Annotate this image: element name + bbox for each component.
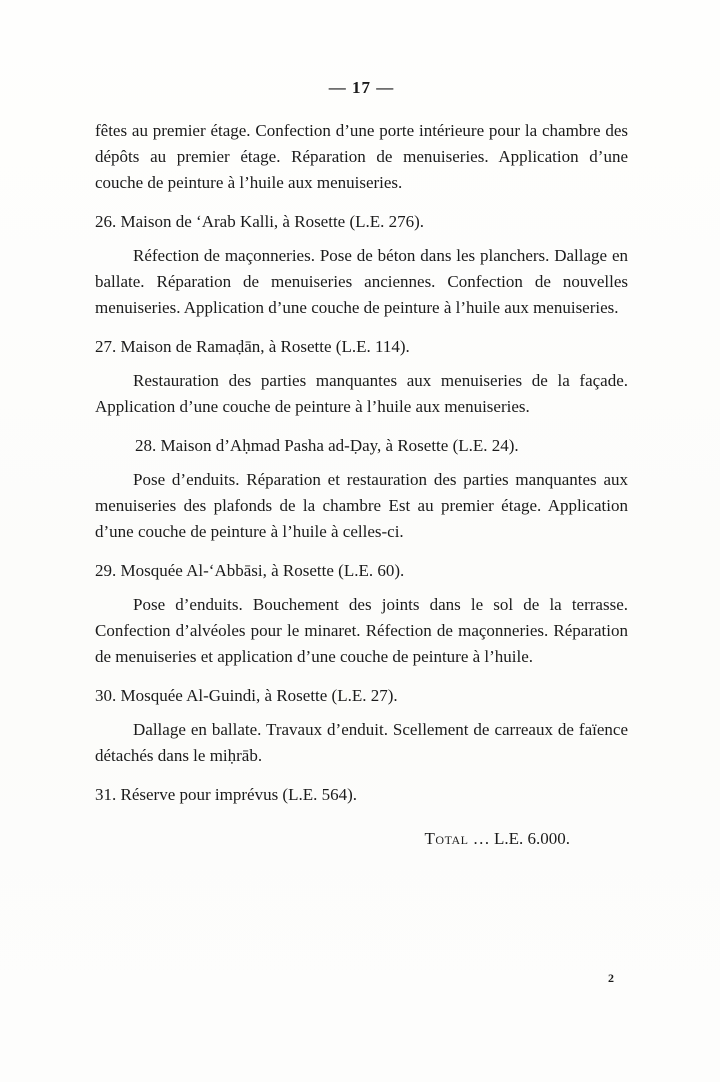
entry-heading-29: 29. Mosquée Al-ʻAbbāsi, à Rosette (L.E. 60). [95, 561, 405, 580]
page-number: — 17 — [328, 78, 395, 97]
continuation-paragraph: fêtes au premier étage. Confection d’une porte intérieure pour la chambre des dépôts au premier étage. Réparation de menuiseries. Application d’une couche de peinture à l’huile aux menuiseries. [95, 121, 628, 192]
entry-body-27: Restauration des parties manquantes aux menuiseries de la façade. Application d’une couche de peinture à l’huile aux menuiseries. [95, 371, 628, 416]
entry-heading-30: 30. Mosquée Al-Guindi, à Rosette (L.E. 27). [95, 686, 398, 705]
entry-body-26: Réfection de maçonneries. Pose de béton dans les planchers. Dallage en ballate. Réparation de menuiseries anciennes. Confection de nouvelles menuiseries. Application d’une couche de peinture à l’huile aux menuiseries. [95, 246, 628, 317]
total-line [95, 826, 628, 852]
total-amount: … L.E. 6.000. [472, 829, 570, 848]
total-label: Total [424, 829, 469, 848]
entry-body-30: Dallage en ballate. Travaux d’enduit. Scellement de carreaux de faïence détachés dans le miḥrāb. [95, 720, 628, 765]
entry-body-28: Pose d’enduits. Réparation et restauration des parties manquantes aux menuiseries des plafonds de la chambre Est au premier étage. Application d’une couche de peinture à l’huile à celles-ci. [95, 470, 628, 541]
signature-mark: 2 [608, 971, 614, 985]
text-block [95, 78, 628, 852]
entry-heading-28: 28. Maison d’Aḥmad Pasha ad-Ḍay, à Rosette (L.E. 24). [135, 436, 519, 455]
entry-heading-26: 26. Maison de ʻArab Kalli, à Rosette (L.E. 276). [95, 212, 425, 231]
entry-heading-27: 27. Maison de Ramaḍān, à Rosette (L.E. 114). [95, 337, 410, 356]
entry-body-29: Pose d’enduits. Bouchement des joints dans le sol de la terrasse. Confection d’alvéoles pour le minaret. Réfection de maçonneries. Réparation de menuiseries et application d’une couche de peinture à l’huile. [95, 595, 628, 666]
entry-heading-31: 31. Réserve pour imprévus (L.E. 564). [95, 785, 358, 804]
